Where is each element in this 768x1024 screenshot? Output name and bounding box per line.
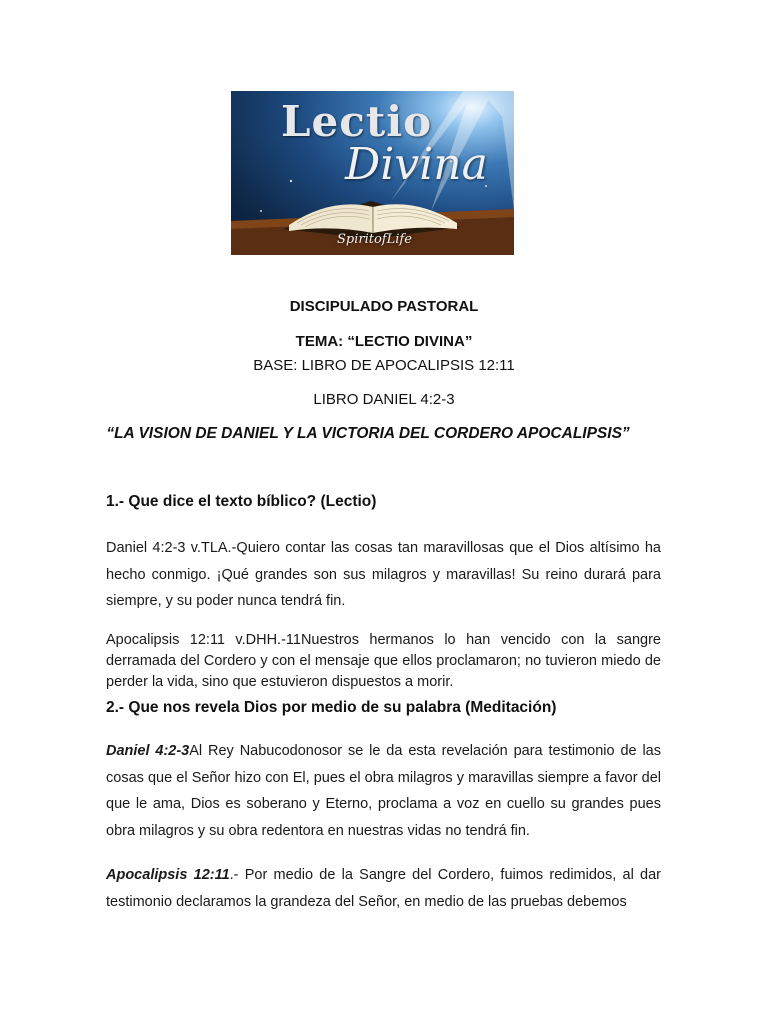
lectio-divina-banner-image [231, 91, 514, 255]
paragraph-apocalipsis-dhh: Apocalipsis 12:11 v.DHH.-11Nuestros hermanos lo han vencido con la sangre derramada del Cordero y con el mensaje que ellos proclamaron; no tuvieron miedo de perder la vida, sino que estuvieron dispuestos a morir. [106, 632, 661, 690]
document-book: LIBRO DANIEL 4:2-3 [313, 391, 455, 408]
paragraph-text: .- Por medio de la Sangre del Cordero, fuimos redimidos, al dar testimonio declaramos la grandeza del Señor, en medio de las pruebas debemos [106, 867, 661, 910]
section-heading-meditacion: 2.- Que nos revela Dios por medio de su palabra (Meditación) [106, 699, 557, 716]
document-theme-quote: “LA VISION DE DANIEL Y LA VICTORIA DEL CORDERO APOCALIPSIS” [106, 425, 630, 442]
document-base: BASE: LIBRO DE APOCALIPSIS 12:11 [253, 357, 515, 374]
paragraph-daniel-tla: Daniel 4:2-3 v.TLA.-Quiero contar las cosas tan maravillosas que el Dios altísimo ha hecho conmigo. ¡Qué grandes son sus milagros y maravillas! Su reino durará para siempre, y su poder nunca tendrá fin. [106, 540, 661, 609]
scripture-reference: Apocalipsis 12:11 [106, 867, 230, 883]
banner-subtitle-text: Divina [345, 139, 488, 190]
paragraph-apocalipsis-meditation [106, 862, 661, 915]
banner-brand-logo: SpiritofLife [337, 232, 412, 247]
paragraph-text: Al Rey Nabucodonosor se le da esta revelación para testimonio de las cosas que el Señor hizo con El, pues el obra milagros y maravillas siempre a favor del que le ama, Dios es soberano y Eterno, proclama a voz en cuello su grandes pues obra milagros y su obra redentora en nuestras vidas no tendrá fin. [106, 743, 661, 839]
paragraph-daniel-meditation [106, 738, 661, 844]
scripture-reference: Daniel 4:2-3 [106, 743, 190, 759]
document-theme: TEMA: “LECTIO DIVINA” [295, 333, 473, 350]
document-title: DISCIPULADO PASTORAL [289, 298, 479, 315]
banner-title-text: Lectio [281, 97, 433, 146]
section-heading-lectio: 1.- Que dice el texto bíblico? (Lectio) [106, 493, 377, 510]
